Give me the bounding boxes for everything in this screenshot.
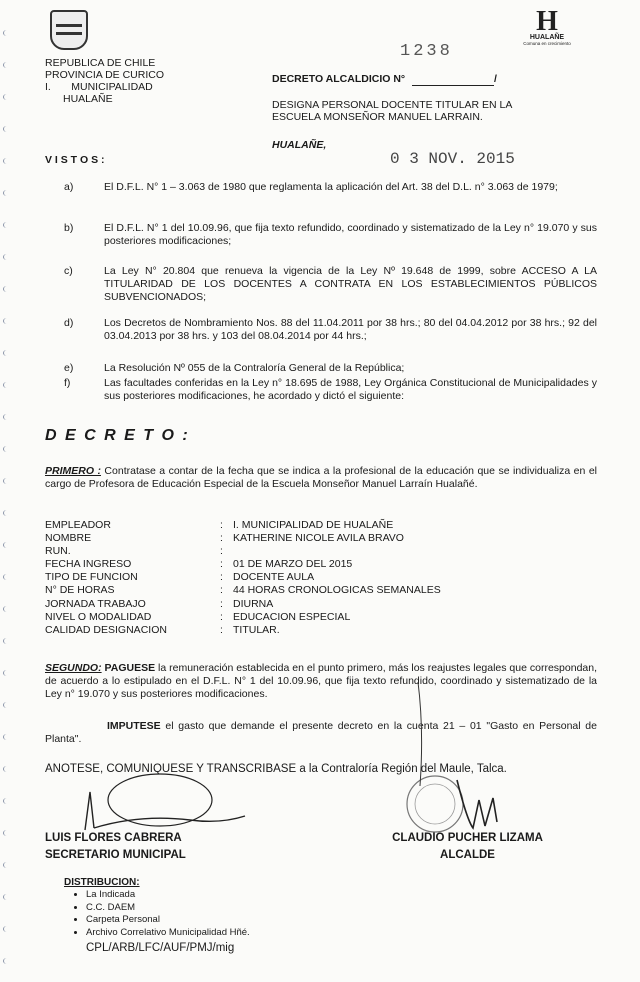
employee-table: [0, 519, 640, 637]
row-label: JORNADA TRABAJO: [45, 597, 146, 610]
pen-stroke-icon: [410, 680, 430, 790]
table-row: [0, 532, 640, 545]
segundo-paragraph: [45, 662, 597, 701]
logo-tagline: Comuna en crecimiento: [523, 41, 571, 46]
imputese-bold: IMPUTESE: [107, 720, 161, 732]
left-signature-block: [45, 830, 186, 864]
segundo-text: la remuneración establecida en el punto primero, más los reajustes legales que correspondan, de acuerdo a lo estipulado en el D.F.L. N° 1 del 10.09.96, que fija texto refundido, coordinado y sistematizado de la Ley n° 19.070 y sus posteriores modificaciones.: [45, 662, 598, 700]
vistos-letter: f): [64, 377, 71, 389]
vistos-letter: d): [64, 317, 74, 329]
stamp-number: 1238: [400, 42, 453, 61]
segundo-label: SEGUNDO:: [45, 662, 102, 674]
table-row: [0, 611, 640, 624]
decree-number-blank: [412, 73, 494, 86]
row-colon: :: [220, 623, 223, 636]
list-item: • Archivo Correlativo Municipalidad Hñé.: [86, 927, 250, 940]
row-value: 44 HORAS CRONOLOGICAS SEMANALES: [233, 584, 441, 597]
decree-subject: DESIGNA PERSONAL DOCENTE TITULAR EN LA ESCUELA MONSEÑOR MANUEL LARRAIN.: [272, 99, 512, 123]
row-label: FECHA INGRESO: [45, 558, 132, 571]
hualane-logo-icon: H: [536, 6, 558, 37]
imputese-paragraph: [45, 720, 597, 746]
list-item: • C.C. DAEM: [86, 902, 250, 915]
issuer-line: I. MUNICIPALIDAD: [45, 81, 153, 93]
secretary-title: SECRETARIO MUNICIPAL: [45, 849, 186, 861]
row-value: KATHERINE NICOLE AVILA BRAVO: [233, 532, 404, 545]
vistos-letter: b): [64, 222, 74, 234]
primero-paragraph: [45, 465, 597, 491]
row-value: I. MUNICIPALIDAD DE HUALAÑE: [233, 519, 394, 531]
decree-title-line: [272, 73, 497, 86]
vistos-heading: V I S T O S :: [45, 154, 105, 166]
row-colon: :: [220, 610, 223, 623]
row-colon: :: [220, 571, 223, 584]
row-label: EMPLEADOR: [45, 519, 111, 531]
table-row: [0, 571, 640, 584]
list-item: • Carpeta Personal: [86, 914, 250, 927]
issuer-line: REPUBLICA DE CHILE: [45, 57, 156, 69]
row-label: CALIDAD DESIGNACION: [45, 623, 167, 636]
row-label: NIVEL O MODALIDAD: [45, 610, 152, 623]
date-stamp: 0 3 NOV. 2015: [390, 150, 515, 168]
secretary-name: LUIS FLORES CABRERA: [45, 832, 182, 844]
anotese-line: ANOTESE, COMUNIQUESE Y TRANSCRIBASE a la Contraloría Región del Maule, Talca.: [45, 763, 507, 775]
row-colon: :: [220, 597, 223, 610]
segundo-bold: PAGUESE: [101, 662, 156, 674]
row-colon: :: [220, 584, 223, 597]
place: HUALAÑE,: [272, 139, 327, 151]
issuer-line: HUALAÑE: [63, 93, 113, 105]
distribution-list: [68, 889, 250, 939]
row-label: NOMBRE: [45, 532, 92, 545]
coat-of-arms-icon: [50, 10, 88, 50]
table-row: [0, 584, 640, 597]
decree-slash: /: [494, 73, 497, 85]
right-signature-block: [380, 830, 555, 864]
row-label: TIPO DE FUNCION: [45, 571, 138, 584]
distribution-heading: DISTRIBUCION:: [64, 877, 140, 888]
row-value: TITULAR.: [233, 623, 280, 636]
mayor-title: ALCALDE: [440, 849, 495, 861]
issuer-line: PROVINCIA DE CURICO: [45, 69, 165, 81]
row-value: 01 DE MARZO DEL 2015: [233, 558, 353, 571]
vistos-text: La Ley N° 20.804 que renueva la vigencia de la Ley Nº 19.648 de 1999, sobre ACCESO A LA TITULARIDAD DE LOS DOCENTES A CONTRATA EN LOS ESTABLECIMIENTOS PÚBLICOS SUBVENCIONADOS;: [104, 265, 597, 303]
row-colon: :: [220, 545, 223, 558]
row-colon: :: [220, 519, 223, 531]
row-value: EDUCACION ESPECIAL: [233, 610, 351, 623]
vistos-letter: a): [64, 181, 74, 193]
vistos-letter: e): [64, 362, 74, 374]
table-row: [0, 598, 640, 611]
vistos-text: El D.F.L. N° 1 del 10.09.96, que fija texto refundido, coordinado y sistematizado de la Ley n° 19.070 y sus posteriores modificaciones;: [104, 222, 597, 247]
vistos-text: Los Decretos de Nombramiento Nos. 88 del 11.04.2011 por 38 hrs.; 80 del 04.04.2012 por 38 hrs.; 92 del 03.04.2013 por 38 hrs. y 103 del 08.04.2014 por 44 hrs.;: [104, 317, 597, 342]
table-row: [0, 624, 640, 637]
primero-text: Contratase a contar de la fecha que se indica a la profesional de la educación que se individualiza en el cargo de Profesora de Educación Especial de la Escuela Monseñor Manuel Larraín Hualañé.: [45, 465, 597, 490]
row-colon: :: [220, 532, 223, 545]
initials: CPL/ARB/LFC/AUF/PMJ/mig: [86, 942, 235, 954]
logo-name: HUALAÑE: [529, 34, 565, 41]
row-label: RUN.: [45, 545, 71, 558]
issuer-block: [45, 57, 164, 105]
vistos-text: Las facultades conferidas en la Ley n° 18.695 de 1988, Ley Orgánica Constitucional de Municipalidades y sus posteriores modificaciones, he acordado y dictó el siguiente:: [104, 377, 597, 402]
mayor-name: CLAUDIO PUCHER LIZAMA: [392, 832, 543, 844]
table-row: [0, 558, 640, 571]
row-colon: :: [220, 558, 223, 571]
table-row: [0, 545, 640, 558]
primero-label: PRIMERO :: [45, 465, 101, 477]
decree-title: DECRETO ALCALDICIO N°: [272, 73, 406, 85]
vistos-text: El D.F.L. N° 1 – 3.063 de 1980 que reglamenta la aplicación del Art. 38 del D.L. n° 3.063 de 1979;: [104, 181, 558, 193]
list-item: • La Indicada: [86, 889, 250, 902]
table-row: [0, 519, 640, 532]
vistos-letter: c): [64, 265, 73, 277]
hualane-logo: [522, 6, 572, 46]
vistos-text: La Resolución Nº 055 de la Contraloría General de la República;: [104, 362, 405, 374]
row-value: DOCENTE AULA: [233, 571, 315, 584]
decreto-heading: D E C R E T O :: [45, 427, 190, 444]
imputese-text: el gasto que demande el presente decreto en la cuenta 21 – 01 "Gasto en Personal de Planta".: [45, 720, 597, 745]
row-label: N° DE HORAS: [45, 584, 115, 597]
row-value: DIURNA: [233, 597, 274, 610]
